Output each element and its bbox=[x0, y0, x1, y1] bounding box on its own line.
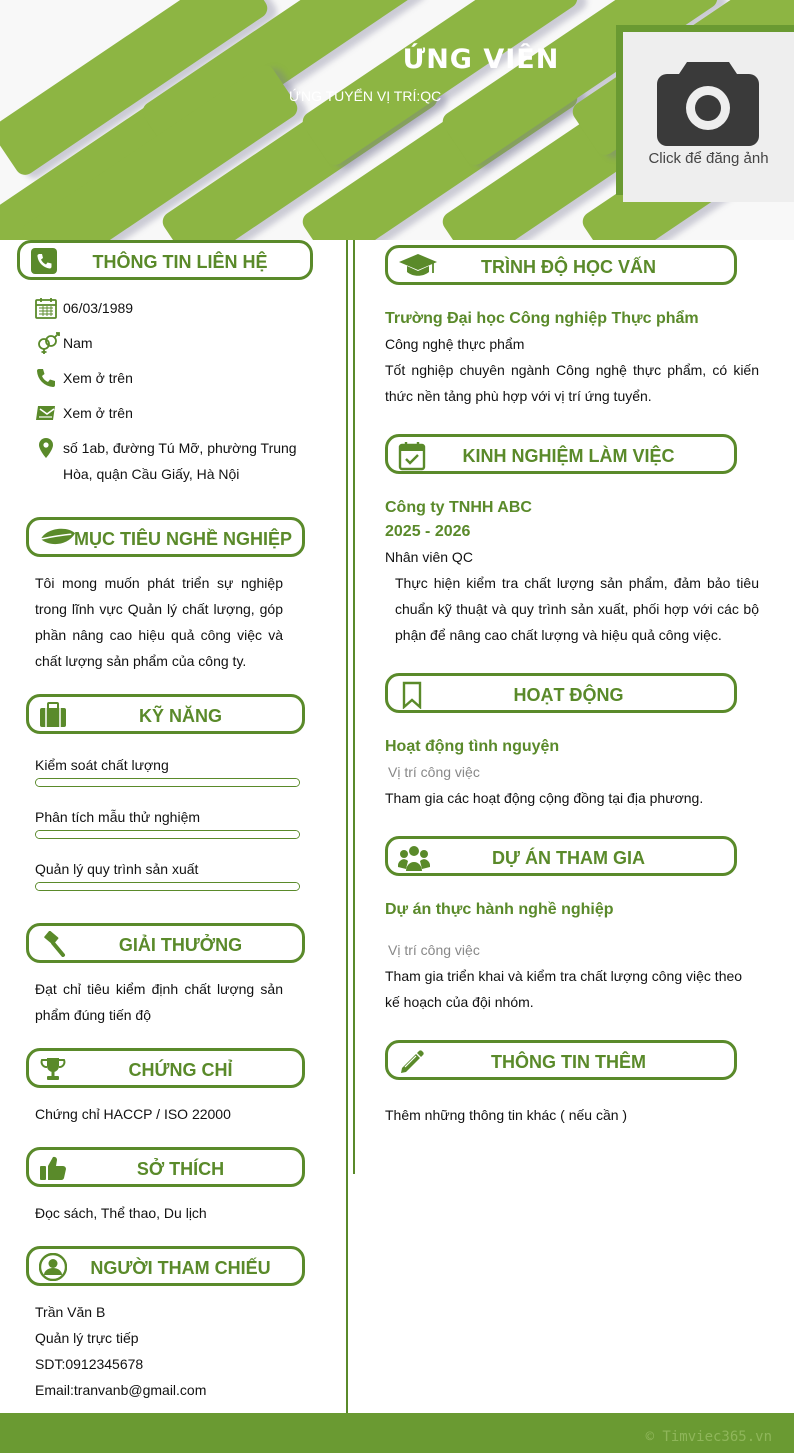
company-name[interactable]: Công ty TNHH ABC bbox=[385, 499, 532, 516]
activity-role[interactable]: Vị trí công việc bbox=[388, 764, 480, 780]
column-divider bbox=[353, 240, 355, 1174]
job-role[interactable]: Nhân viên QC bbox=[385, 549, 473, 565]
activity-name[interactable]: Hoạt động tình nguyện bbox=[385, 738, 560, 755]
skills-section-header bbox=[26, 694, 305, 734]
camera-icon bbox=[657, 56, 759, 146]
skill-level-bar[interactable] bbox=[35, 778, 300, 787]
hobbies-section-header bbox=[26, 1147, 305, 1187]
activities-section-header bbox=[385, 673, 737, 713]
skill-name[interactable]: Quản lý quy trình sản xuất bbox=[35, 861, 199, 877]
major[interactable]: Công nghệ thực phẩm bbox=[385, 336, 525, 352]
hobbies-title: SỞ THÍCH bbox=[136, 1159, 225, 1179]
photo-upload-button[interactable] bbox=[623, 32, 794, 202]
contact-title: THÔNG TIN LIÊN HỆ bbox=[92, 252, 268, 272]
footer-watermark: © Timviec365.vn bbox=[645, 1429, 772, 1445]
activities-title: HOẠT ĐỘNG bbox=[513, 685, 624, 705]
phone[interactable]: Xem ở trên bbox=[63, 370, 133, 386]
education-section-header bbox=[385, 245, 737, 285]
birthday[interactable]: 06/03/1989 bbox=[63, 300, 134, 316]
project-description[interactable]: Tham gia triển khai và kiểm tra chất lượng công việc theo kế hoạch của đội nhóm. bbox=[385, 968, 743, 1010]
awards-text[interactable]: Đạt chỉ tiêu kiểm định chất lượng sản phẩm đúng tiến độ bbox=[35, 981, 283, 1023]
reference-name[interactable]: Trần Văn B bbox=[35, 1304, 106, 1320]
experience-title: KINH NGHIỆM LÀM VIỆC bbox=[462, 446, 675, 466]
projects-title: DỰ ÁN THAM GIA bbox=[492, 848, 645, 868]
skills-title: KỸ NĂNG bbox=[138, 706, 222, 726]
school-name[interactable]: Trường Đại học Công nghiệp Thực phẩm bbox=[385, 310, 699, 327]
project-name[interactable]: Dự án thực hành nghề nghiệp bbox=[385, 901, 614, 918]
references-title: NGƯỜI THAM CHIẾU bbox=[90, 1258, 271, 1278]
calendar-icon bbox=[35, 297, 57, 319]
extra-section-header bbox=[385, 1040, 737, 1080]
skill-name[interactable]: Phân tích mẫu thử nghiệm bbox=[35, 809, 201, 825]
references-section-header bbox=[26, 1246, 305, 1286]
footer-bar bbox=[0, 1413, 794, 1453]
experience-description[interactable]: Thực hiện kiểm tra chất lượng sản phẩm, đảm bảo tiêu chuẩn kỹ thuật và quy trình sản xuất, phối hợp với các bộ phận để nâng cao chất lượng và hiệu quả công việc. bbox=[395, 575, 759, 643]
reference-role[interactable]: Quản lý trực tiếp bbox=[35, 1330, 139, 1346]
address[interactable]: số 1ab, đường Tú Mỡ, phường Trung Hòa, quận Cầu Giấy, Hà Nội bbox=[63, 440, 297, 482]
contact-section-header bbox=[17, 240, 313, 280]
column-divider bbox=[346, 240, 348, 1413]
work-period[interactable]: 2025 - 2026 bbox=[385, 523, 471, 540]
candidate-name[interactable]: ỨNG VIÊN bbox=[402, 44, 560, 75]
extra-text[interactable]: Thêm những thông tin khác ( nếu cần ) bbox=[385, 1107, 628, 1123]
awards-title: GIẢI THƯỞNG bbox=[118, 935, 243, 955]
skill-level-fill bbox=[36, 779, 299, 786]
education-title: TRÌNH ĐỘ HỌC VẤN bbox=[481, 257, 656, 277]
hobbies-text[interactable]: Đọc sách, Thể thao, Du lịch bbox=[35, 1205, 207, 1221]
certificates-text[interactable]: Chứng chỉ HACCP / ISO 22000 bbox=[35, 1106, 231, 1122]
education-description[interactable]: Tốt nghiệp chuyên ngành Công nghệ thực phẩm, có kiến thức nền tảng phù hợp với vị trí ứng tuyển. bbox=[385, 362, 759, 404]
email-icon bbox=[35, 402, 57, 424]
skill-level-bar[interactable] bbox=[35, 882, 300, 891]
experience-section-header bbox=[385, 434, 737, 474]
objective-text[interactable]: Tôi mong muốn phát triển sự nghiệp trong lĩnh vực Quản lý chất lượng, góp phần nâng cao hiệu quả công việc và chất lượng sản phẩm của công ty. bbox=[35, 575, 283, 669]
gender[interactable]: Nam bbox=[63, 335, 93, 351]
projects-section-header bbox=[385, 836, 737, 876]
extra-title: THÔNG TIN THÊM bbox=[491, 1052, 646, 1072]
skill-name[interactable]: Kiểm soát chất lượng bbox=[35, 757, 169, 773]
objective-title: MỤC TIÊU NGHỀ NGHIỆP bbox=[73, 529, 292, 549]
objective-section-header bbox=[26, 517, 305, 557]
awards-section-header bbox=[26, 923, 305, 963]
phone-icon bbox=[35, 367, 57, 389]
activity-description[interactable]: Tham gia các hoạt động cộng đồng tại địa phương. bbox=[385, 790, 704, 806]
reference-email[interactable]: Email:tranvanb@gmail.com bbox=[35, 1382, 207, 1398]
skill-level-fill bbox=[36, 883, 299, 890]
photo-upload-label: Click để đăng ảnh bbox=[648, 150, 769, 167]
email[interactable]: Xem ở trên bbox=[63, 405, 133, 421]
skill-level-fill bbox=[36, 831, 299, 838]
reference-phone[interactable]: SDT:0912345678 bbox=[35, 1356, 144, 1372]
skill-level-bar[interactable] bbox=[35, 830, 300, 839]
location-icon bbox=[35, 437, 57, 459]
project-role[interactable]: Vị trí công việc bbox=[388, 942, 480, 958]
certificates-section-header bbox=[26, 1048, 305, 1088]
applied-position[interactable]: ỨNG TUYỂN VỊ TRÍ:QC bbox=[289, 88, 442, 104]
gender-icon bbox=[35, 332, 61, 354]
certificates-title: CHỨNG CHỈ bbox=[128, 1060, 233, 1080]
